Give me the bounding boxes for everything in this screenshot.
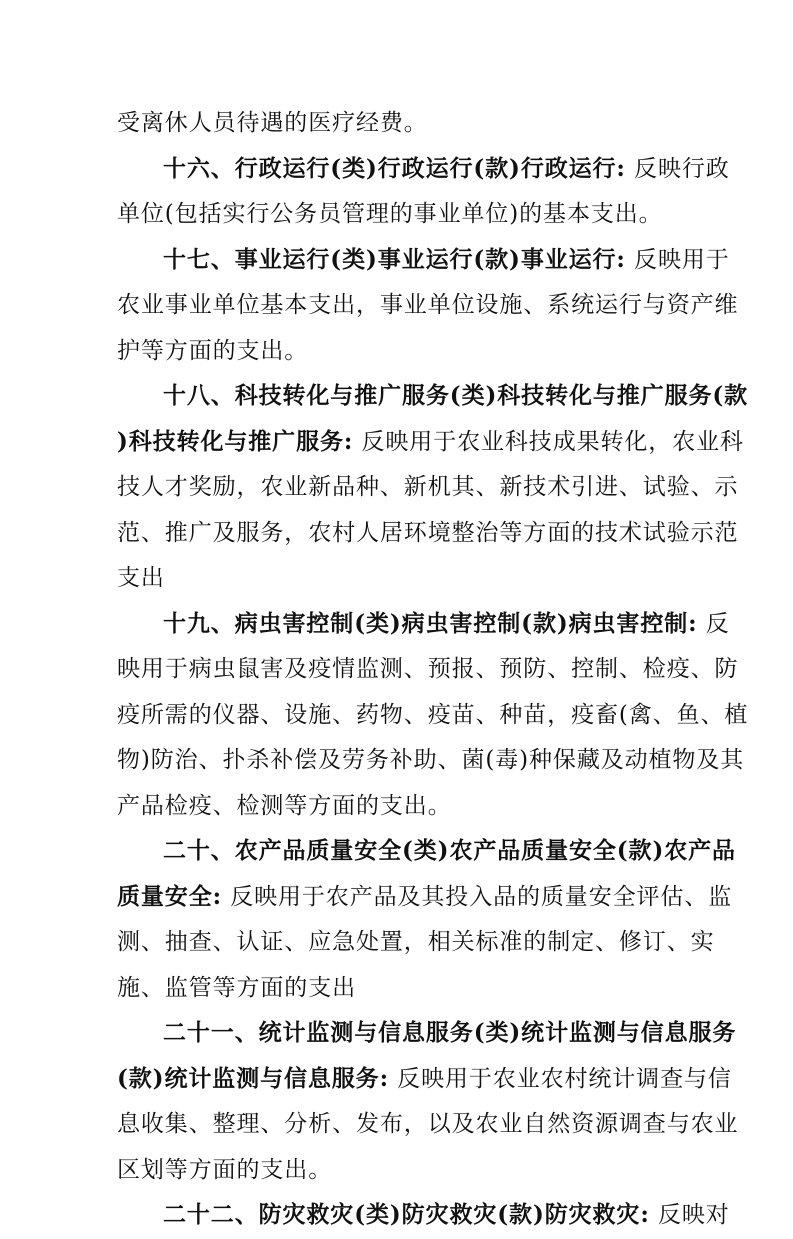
body-text: 技人才奖励，农业新品种、新机其、新技术引进、试验、示: [117, 474, 739, 500]
text-line-18: [117, 874, 733, 920]
text-line-1: [117, 100, 679, 146]
body-text: 单位(包括实行公务员管理的事业单位)的基本支出。: [117, 201, 663, 227]
text-line-5: [117, 282, 739, 328]
bold-text: 质量安全:: [117, 882, 222, 910]
body-text: 映用于病虫鼠害及疫情监测、预报、预防、控制、检疫、防: [117, 656, 739, 682]
text-line-8: [117, 419, 744, 465]
body-text: 息收集、整理、分析、发布，以及农业自然资源调查与农业: [117, 1111, 739, 1137]
body-text: 测、抽查、认证、应急处置，相关标准的制定、修订、实: [117, 929, 715, 955]
document-body: [117, 100, 749, 1238]
bold-text: 十六、行政运行(类)行政运行(款)行政运行:: [163, 154, 626, 182]
body-text: 疫所需的仪器、设施、药物、疫苗、种苗，疫畜(禽、鱼、植: [117, 701, 749, 728]
bold-text: (款)统计监测与信息服务:: [117, 1064, 389, 1092]
body-text: 支出: [117, 565, 165, 591]
text-line-2: [117, 146, 730, 192]
bold-text: 十八、科技转化与推广服务(类)科技转化与推广服务(款: [163, 382, 749, 409]
text-line-10: [117, 510, 739, 556]
bold-text: 二十、农产品质量安全(类)农产品质量安全(款)农产品: [163, 837, 736, 864]
text-line-25: [117, 1192, 730, 1238]
body-text: 范、推广及服务，农村人居环境整治等方面的技术试验示范: [117, 519, 739, 546]
body-text: 反映对: [649, 1202, 730, 1228]
bold-text: )科技转化与推广服务:: [117, 427, 354, 455]
bold-text: 十九、病虫害控制(类)病虫害控制(款)病虫害控制:: [163, 609, 698, 637]
body-text: 反映用于农业科技成果转化，农业科: [353, 428, 744, 455]
body-text: 护等方面的支出。: [117, 337, 309, 364]
text-line-7: [117, 373, 749, 419]
text-line-23: [117, 1101, 739, 1147]
text-line-19: [117, 919, 715, 965]
body-text: 物)防治、扑杀补偿及劳务补助、菌(毒)种保藏及动植物及其: [117, 747, 745, 773]
body-text: 受离休人员待遇的医疗经费。: [117, 110, 428, 136]
text-line-12: [117, 601, 730, 647]
body-text: 反映用于农业农村统计调查与信: [388, 1065, 732, 1092]
bold-text: 十七、事业运行(类)事业运行(款)事业运行:: [163, 245, 626, 273]
body-text: 农业事业单位基本支出，事业单位设施、系统运行与资产维: [117, 292, 739, 318]
bold-text: 二十一、统计监测与信息服务(类)统计监测与信息服务: [163, 1019, 737, 1046]
text-line-3: [117, 191, 679, 237]
text-line-16: [117, 783, 679, 829]
text-line-24: [117, 1147, 679, 1193]
text-line-4: [117, 237, 730, 283]
bold-text: 二十二、防灾救灾(类)防灾救灾(款)防灾救灾:: [163, 1201, 650, 1228]
body-text: 反映用于农产品及其投入品的质量安全评估、监: [222, 883, 733, 910]
text-line-14: [117, 692, 749, 738]
body-text: 区划等方面的支出。: [117, 1156, 333, 1183]
text-line-15: [117, 737, 745, 783]
text-line-17: [117, 828, 736, 874]
text-line-21: [117, 1010, 737, 1056]
body-text: 反映行政: [625, 155, 730, 182]
text-line-9: [117, 464, 739, 510]
body-text: 反映用于: [625, 246, 730, 273]
text-line-11: [117, 555, 679, 601]
body-text: 产品检疫、检测等方面的支出。: [117, 792, 452, 819]
body-text: 施、监管等方面的支出: [117, 974, 356, 1001]
body-text: 反: [697, 610, 730, 637]
text-line-22: [117, 1056, 732, 1102]
text-line-6: [117, 328, 679, 374]
text-line-13: [117, 646, 739, 692]
text-line-20: [117, 965, 679, 1011]
